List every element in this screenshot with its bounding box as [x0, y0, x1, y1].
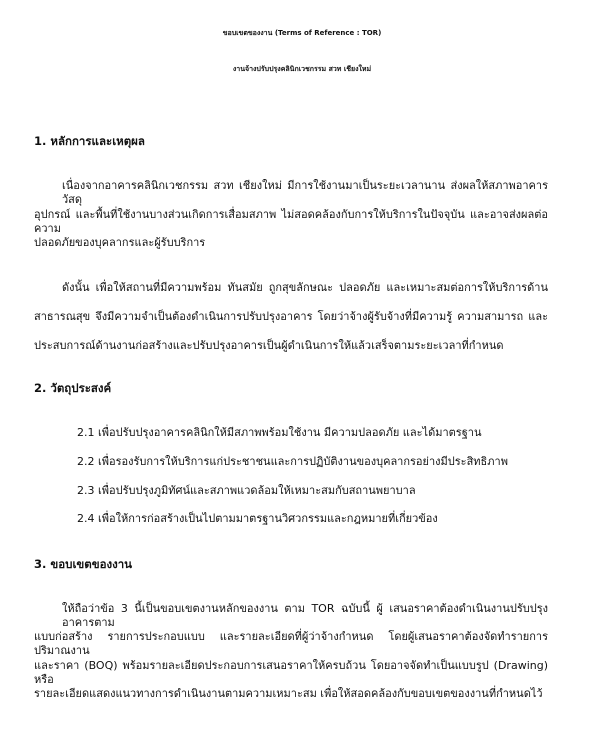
section-3-heading: 3. ขอบเขตของงาน [34, 557, 133, 571]
paragraph-line: และราคา (BOQ) พร้อมรายละเอียดประกอบการเสนอราคาให้ครบถ้วน โดยอาจจัดทำเป็นแบบรูป (Drawing) หรือ [34, 659, 548, 686]
objective-item: 2.1 เพื่อปรับปรุงอาคารคลินิกให้มีสภาพพร้อมใช้งาน มีความปลอดภัย และได้มาตรฐาน [77, 426, 482, 439]
paragraph-line: ให้ถือว่าข้อ 3 นี้เป็นขอบเขตงานหลักของงาน ตาม TOR ฉบับนี้ ผู้ เสนอราคาต้องดำเนินงานปรับปรุงอาคารตาม [62, 602, 548, 629]
objective-item: 2.3 เพื่อปรับปรุงภูมิทัศน์และสภาพแวดล้อมให้เหมาะสมกับสถานพยาบาล [77, 484, 416, 497]
section-1-heading: 1. หลักการและเหตุผล [34, 134, 145, 148]
section-2-heading: 2. วัตถุประสงค์ [34, 381, 112, 395]
title-line-2: งานจ้างปรับปรุงคลินิกเวชกรรม สวท เชียงใหม่ [232, 65, 372, 73]
paragraph-line: แบบก่อสร้าง รายการประกอบแบบ และรายละเอียดที่ผู้ว่าจ้างกำหนด โดยผู้เสนอราคาต้องจัดทำรายการปริมาณงาน [34, 630, 548, 657]
objective-item: 2.2 เพื่อรองรับการให้บริการแก่ประชาชนและการปฏิบัติงานของบุคลากรอย่างมีประสิทธิภาพ [77, 455, 508, 468]
paragraph-line: สาธารณสุข จึงมีความจำเป็นต้องดำเนินการปรับปรุงอาคาร โดยว่าจ้างผู้รับจ้างที่มีความรู้ ความสามารถ และ [34, 310, 548, 323]
objective-item: 2.4 เพื่อให้การก่อสร้างเป็นไปตามมาตรฐานวิศวกรรมและกฎหมายที่เกี่ยวข้อง [77, 512, 438, 525]
paragraph-line: อุปกรณ์ และพื้นที่ใช้งานบางส่วนเกิดการเสื่อมสภาพ ไม่สอดคล้องกับการให้บริการในปัจจุบัน และอาจส่งผลต่อความ [34, 208, 548, 235]
paragraph-line: รายละเอียดแสดงแนวทางการดำเนินงานตามความเหมาะสม เพื่อให้สอดคล้องกับขอบเขตของงานที่กำหนดไว้ [34, 687, 543, 700]
paragraph-line: เนื่องจากอาคารคลินิกเวชกรรม สวท เชียงใหม่ มีการใช้งานมาเป็นระยะเวลานาน ส่งผลให้สภาพอาคาร วัสดุ [62, 179, 548, 206]
paragraph-line: ดังนั้น เพื่อให้สถานที่มีความพร้อม ทันสมัย ถูกสุขลักษณะ ปลอดภัย และเหมาะสมต่อการให้บริการด้าน [62, 281, 548, 294]
paragraph-line: ประสบการณ์ด้านงานก่อสร้างและปรับปรุงอาคารเป็นผู้ดำเนินการให้แล้วเสร็จตามระยะเวลาที่กำหนด [34, 339, 504, 352]
title-line-1: ขอบเขตของงาน (Terms of Reference : TOR) [222, 29, 382, 37]
paragraph-line: ปลอดภัยของบุคลากรและผู้รับบริการ [34, 236, 206, 249]
